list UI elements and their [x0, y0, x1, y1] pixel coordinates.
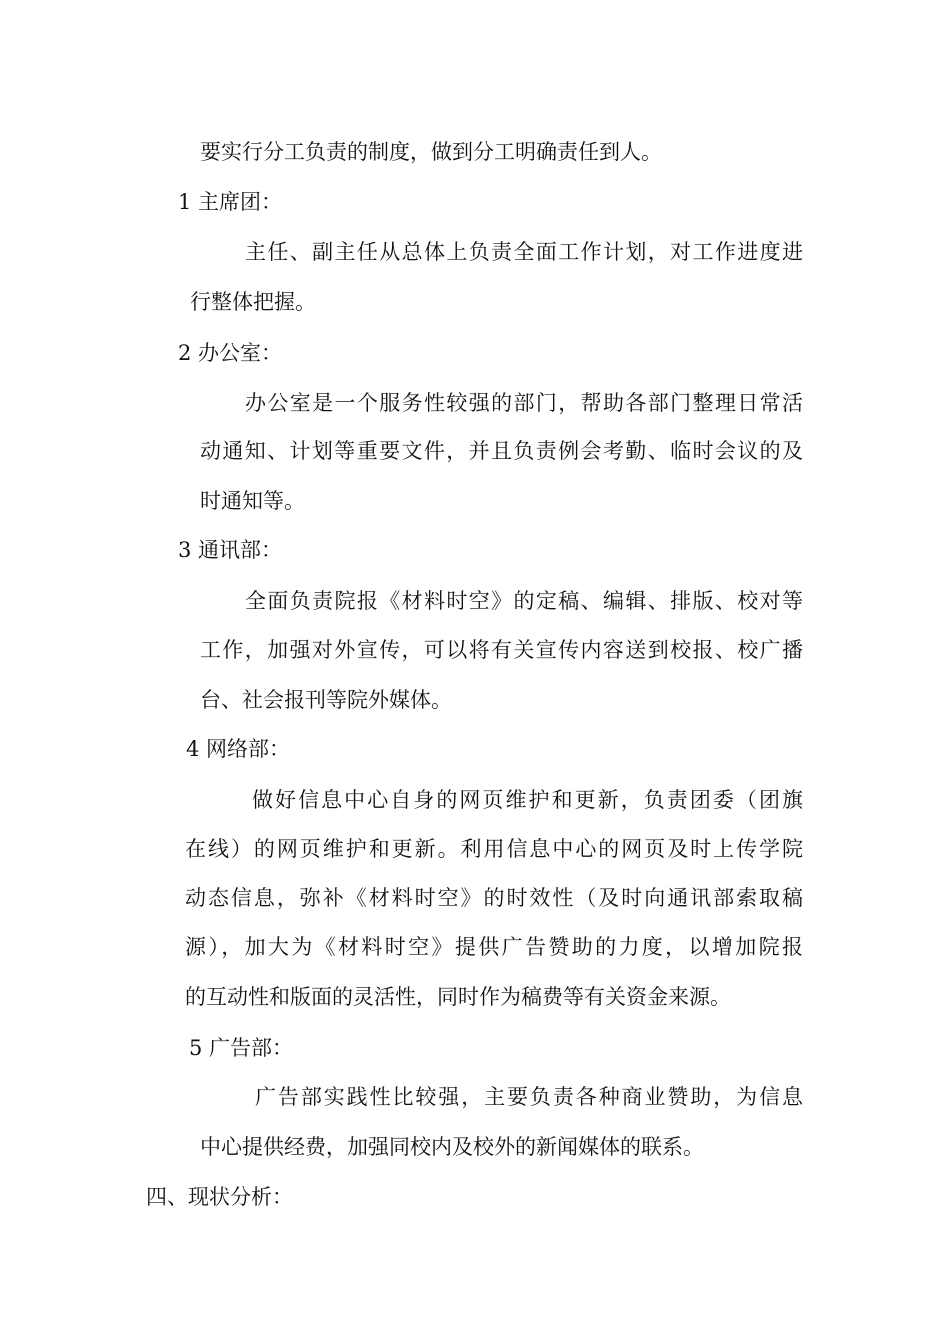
intro-line: 要实行分工负责的制度，做到分工明确责任到人。 — [200, 140, 662, 164]
paragraph-line: 时通知等。 — [200, 489, 305, 513]
paragraph-line: 工作，加强对外宣传，可以将有关宣传内容送到校报、校广播 — [200, 638, 803, 662]
paragraph-line: 动通知、计划等重要文件，并且负责例会考勤、临时会议的及 — [200, 439, 803, 463]
paragraph-line: 源），加大为《材料时空》提供广告赞助的力度，以增加院报 — [185, 935, 803, 959]
paragraph-line: 在线）的网页维护和更新。利用信息中心的网页及时上传学院 — [185, 837, 803, 861]
paragraph-line: 中心提供经费，加强同校内及校外的新闻媒体的联系。 — [200, 1135, 704, 1159]
paragraph-line: 行整体把握。 — [190, 290, 316, 314]
section-heading-status-analysis: 四、现状分析： — [146, 1185, 293, 1209]
paragraph-line: 的互动性和版面的灵活性，同时作为稿费等有关资金来源。 — [185, 985, 731, 1009]
paragraph-line: 广告部实践性比较强，主要负责各种商业赞助，为信息 — [255, 1085, 803, 1109]
section-heading-presidium: 1 主席团： — [178, 190, 283, 214]
paragraph-line: 做好信息中心自身的网页维护和更新，负责团委（团旗 — [252, 788, 803, 812]
section-heading-network: 4 网络部： — [186, 737, 291, 761]
paragraph-line: 台、社会报刊等院外媒体。 — [200, 688, 452, 712]
paragraph-line: 主任、副主任从总体上负责全面工作计划，对工作进度进 — [245, 240, 803, 264]
paragraph-line: 动态信息，弥补《材料时空》的时效性（及时向通讯部索取稿 — [185, 886, 803, 910]
section-heading-communications: 3 通讯部： — [178, 538, 283, 562]
section-heading-office: 2 办公室： — [178, 341, 283, 365]
section-heading-advertising: 5 广告部： — [189, 1036, 294, 1060]
paragraph-line: 全面负责院报《材料时空》的定稿、编辑、排版、校对等 — [245, 589, 803, 613]
paragraph-line: 办公室是一个服务性较强的部门，帮助各部门整理日常活 — [245, 391, 803, 415]
